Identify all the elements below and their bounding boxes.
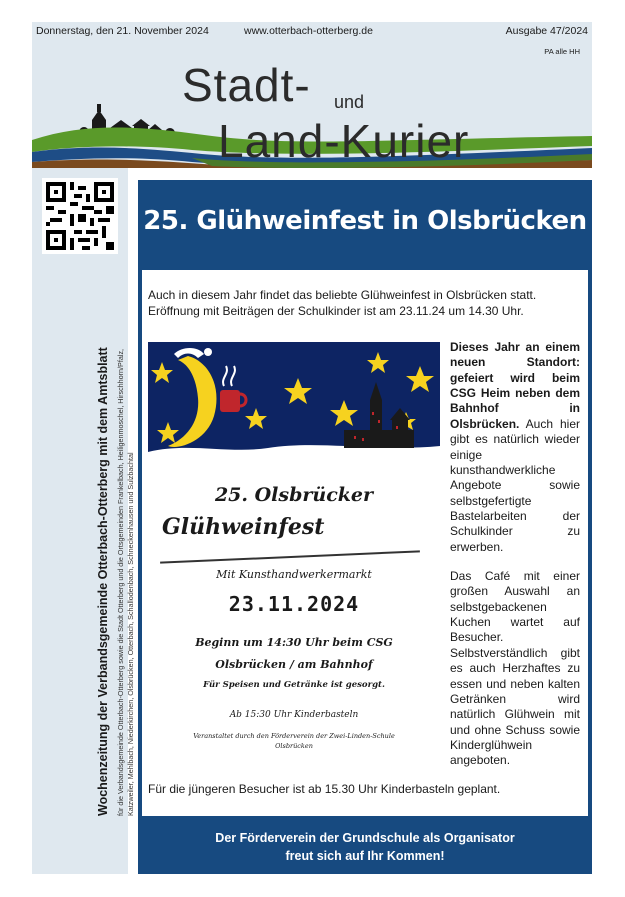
crafts-paragraph: Auch hier gibt es natürlich wieder einige kunsthandwerkliche Angebote sowie selbstgefertigte Bastelarbeiten der Schulkinder zu erwerben.	[450, 416, 580, 554]
masthead-title-line1: Stadt-	[182, 59, 311, 111]
flyer-divider	[160, 550, 420, 563]
event-flyer	[148, 342, 440, 768]
flyer-date: 23.11.2024	[228, 592, 360, 616]
flyer-venue: Olsbrücken / am Bahnhof	[215, 658, 373, 671]
night-sky-illustration	[148, 342, 440, 472]
flyer-title-line2: Glühweinfest	[162, 514, 325, 540]
left-sidebar	[32, 168, 135, 874]
article-intro: Auch in diesem Jahr findet das beliebte Glühweinfest in Olsbrücken statt. Eröffnung mit Beiträgen der Schulkinder ist am 23.11.24 um 14.30 Uhr.	[148, 288, 537, 318]
flyer-organizer: Veranstaltet durch den Förderverein der Zwei-Linden-Schule Olsbrücken	[193, 732, 395, 750]
flyer-title-line1: 25. Olsbrücker	[214, 484, 374, 506]
masthead-title-und: und	[334, 92, 365, 112]
cafe-paragraph: Das Café mit einer großen Auswahl an selbstgebackenen Kuchen wartet auf Besucher. Selbstverständlich gibt es auch Herzhaftes zu essen und neben kalten Getränken wird natürlich Glühwein mit und ohne Schuss sowie Kinderglühwein angeboten.	[450, 569, 580, 768]
flyer-kids-crafts: Ab 15:30 Uhr Kinderbasteln	[229, 710, 359, 720]
flyer-location	[148, 632, 440, 676]
flyer-catering: Für Speisen und Getränke ist gesorgt.	[203, 680, 385, 690]
flyer-subtitle: Mit Kunsthandwerkermarkt	[216, 568, 372, 581]
distribution-note: PA alle HH	[544, 47, 580, 56]
municipalities-list-vertical: für die Verbandsgemeinde Otterbach-Otterberg sowie die Stadt Otterberg und die Ortsgemeinden Frankelbach, Heiligenmoschel, Hirschhorn/Pfalz, Katzweiler, Mehlbach, Niederkirchen, Olsbrücken, Otterbach, Schallodenbach, Schneckenhausen und Sulzbachtal	[116, 348, 135, 816]
article-closing: Für die jüngeren Besucher ist ab 15.30 Uhr Kinderbasteln geplant.	[148, 782, 501, 796]
article-side-column	[450, 340, 580, 783]
new-location-note: Dieses Jahr an einem neuen Standort: gefeiert wird beim CSG Heim neben dem Bahnhof in Olsbrücken.	[450, 340, 580, 431]
article-footer: Der Förderverein der Grundschule als Organisator freut sich auf Ihr Kommen!	[215, 831, 515, 863]
newspaper-subtitle-vertical: Wochenzeitung der Verbandsgemeinde Otterbach-Otterberg mit dem Amtsblatt	[96, 347, 110, 816]
issue-date: Donnerstag, den 21. November 2024	[36, 25, 209, 37]
masthead-title-line2: Land-Kurier	[218, 115, 470, 167]
article-headline: 25. Glühweinfest in Olsbrücken	[143, 206, 587, 236]
flyer-start-time: Beginn um 14:30 Uhr beim CSG	[195, 636, 393, 649]
mug-icon	[220, 390, 240, 412]
website-link[interactable]: www.otterbach-otterberg.de	[244, 25, 373, 37]
article-frame	[138, 180, 592, 874]
masthead	[32, 40, 592, 168]
issue-number: Ausgabe 47/2024	[505, 25, 588, 37]
top-bar	[32, 22, 592, 40]
